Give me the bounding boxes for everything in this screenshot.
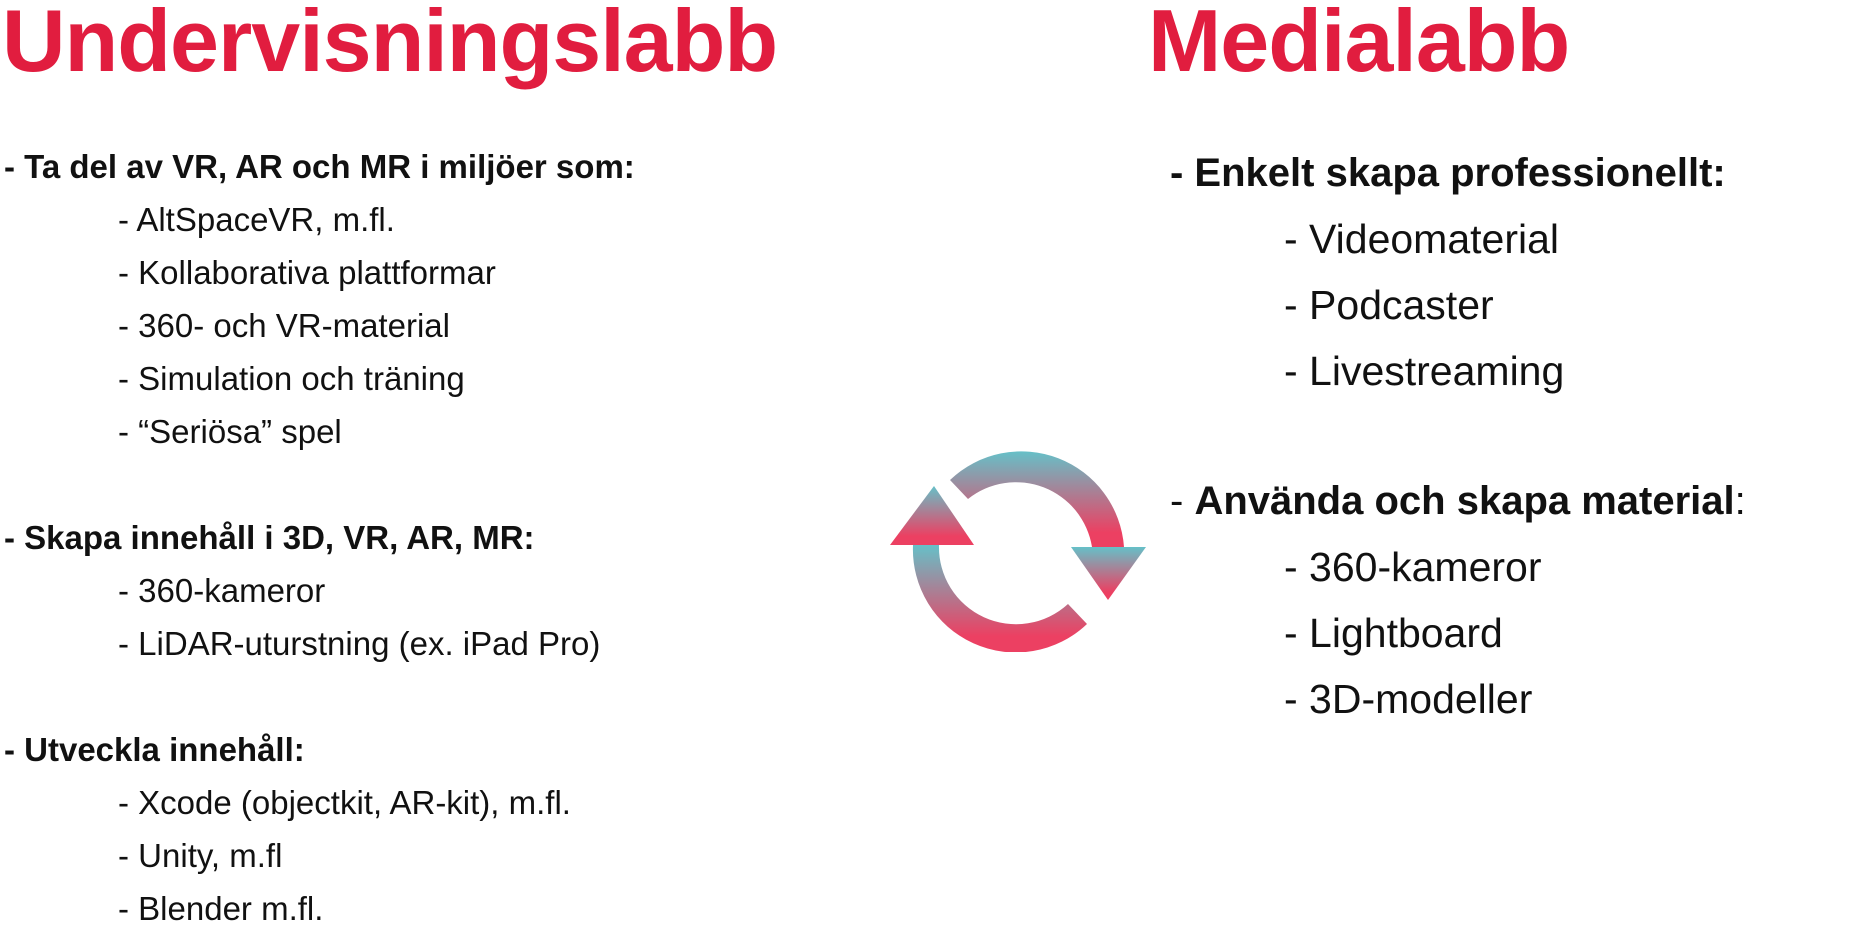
list-item: - 360- och VR-material (4, 299, 635, 352)
cycle-arc-bottom (913, 545, 1087, 652)
medialabb-column (1170, 140, 1746, 732)
undervisningslabb-column (4, 140, 635, 935)
list-item: - Videomaterial (1170, 206, 1746, 272)
list-item: - Simulation och träning (4, 352, 635, 405)
right-group-heading (1170, 468, 1746, 534)
list-item: - 360-kameror (4, 564, 635, 617)
left-group-heading: - Utveckla innehåll: (4, 731, 305, 768)
heading-text: - Enkelt skapa professionellt: (1170, 151, 1726, 195)
list-item: - LiDAR-uturstning (ex. iPad Pro) (4, 617, 635, 670)
right-group-enkelt-skapa (1170, 140, 1746, 404)
cycle-arrowhead-left (890, 486, 974, 545)
left-group-utveckla-innehall (4, 723, 635, 935)
left-group-skapa-innehall (4, 511, 635, 670)
list-item: - Livestreaming (1170, 338, 1746, 404)
list-item: - Unity, m.fl (4, 829, 635, 882)
refresh-cycle-icon (890, 436, 1146, 652)
list-item: - Xcode (objectkit, AR-kit), m.fl. (4, 776, 635, 829)
cycle-arrowhead-right (1071, 547, 1146, 600)
heading-prefix: - (1170, 479, 1195, 523)
right-group-heading (1170, 140, 1746, 206)
list-item: - Podcaster (1170, 272, 1746, 338)
left-group-vr-ar-mr (4, 140, 635, 458)
left-group-heading: - Ta del av VR, AR och MR i miljöer som: (4, 148, 635, 185)
list-item: - 360-kameror (1170, 534, 1746, 600)
right-group-anvanda-skapa (1170, 468, 1746, 732)
list-item: - AltSpaceVR, m.fl. (4, 193, 635, 246)
undervisningslabb-title: Undervisningslabb (2, 0, 778, 90)
heading-suffix: : (1734, 479, 1746, 523)
list-item: - Lightboard (1170, 600, 1746, 666)
list-item: - 3D-modeller (1170, 666, 1746, 732)
heading-text: Använda och skapa material (1194, 479, 1735, 523)
list-item: - Kollaborativa plattformar (4, 246, 635, 299)
list-item: - Blender m.fl. (4, 882, 635, 935)
list-item: - “Seriösa” spel (4, 405, 635, 458)
left-group-heading: - Skapa innehåll i 3D, VR, AR, MR: (4, 519, 535, 556)
cycle-arc-top (950, 451, 1124, 547)
medialabb-title: Medialabb (1148, 0, 1570, 90)
